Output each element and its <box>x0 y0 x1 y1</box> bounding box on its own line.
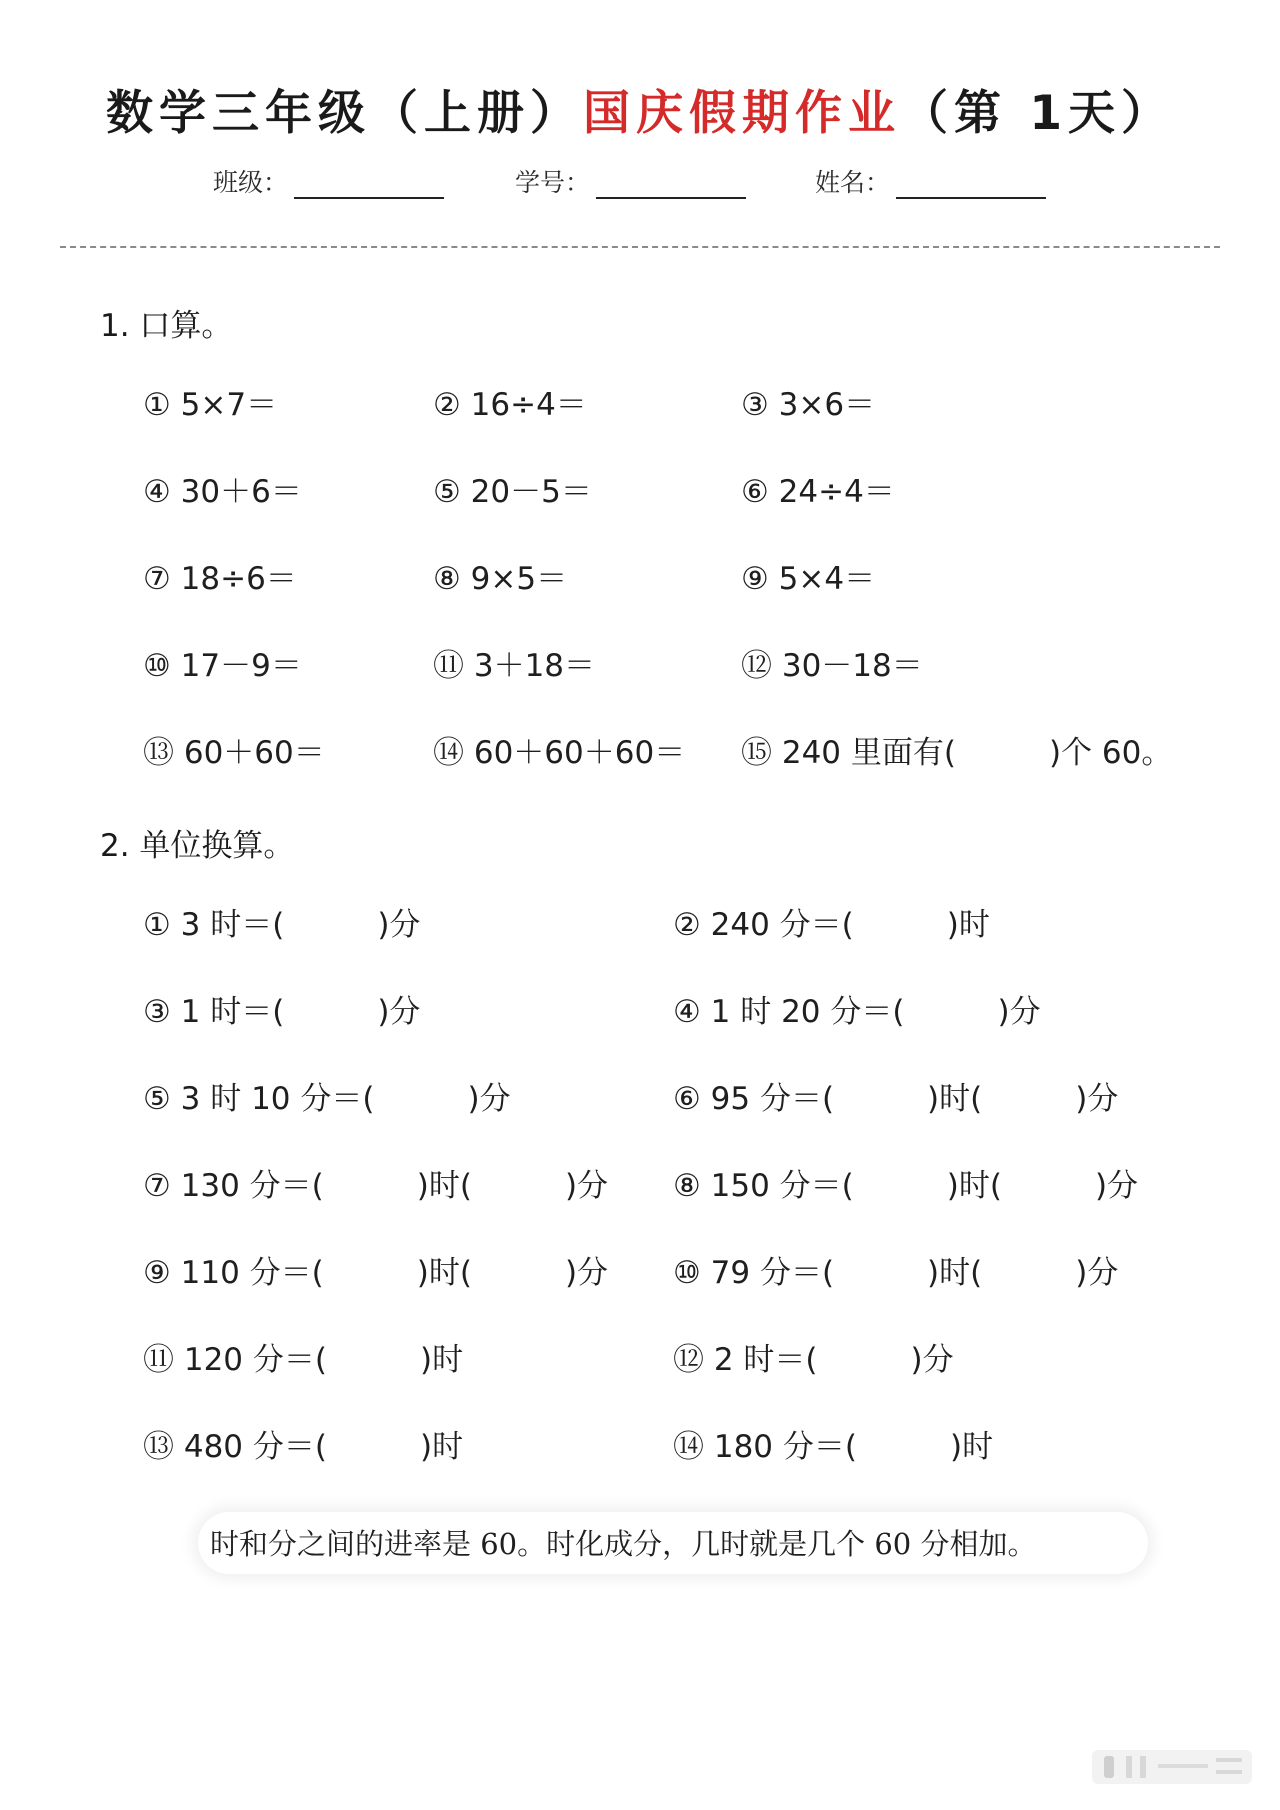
unit-item-8: ⑧ 150 分＝( )时( )分 <box>673 1168 1139 1204</box>
oral-item-9: ⑨ 5×4＝ <box>741 561 876 597</box>
class-label: 班级： <box>213 168 289 197</box>
unit-item-6: ⑥ 95 分＝( )时( )分 <box>673 1081 1119 1117</box>
unit-item-14: ⑭ 180 分＝( )时 <box>673 1429 994 1465</box>
oral-item-7: ⑦ 18÷6＝ <box>143 561 297 597</box>
class-blank[interactable] <box>294 167 444 199</box>
oral-item-3: ③ 3×6＝ <box>741 387 876 423</box>
student-number-label: 学号： <box>515 168 591 197</box>
oral-item-2: ② 16÷4＝ <box>433 387 587 423</box>
title-part-1: 数学三年级（上册） <box>105 86 583 141</box>
oral-item-15: ⑮ 240 里面有( )个 60。 <box>741 735 1173 771</box>
oral-item-1: ① 5×7＝ <box>143 387 278 423</box>
student-info-row <box>0 163 1280 203</box>
oral-item-4: ④ 30＋6＝ <box>143 474 302 510</box>
oral-item-5: ⑤ 20－5＝ <box>433 474 592 510</box>
student-number-field <box>515 163 746 199</box>
title-highlight: 国庆假期作业 <box>582 86 901 141</box>
oral-item-12: ⑫ 30－18＝ <box>741 648 923 684</box>
section-2-title: 2. 单位换算。 <box>100 828 295 864</box>
student-number-blank[interactable] <box>596 167 746 199</box>
oral-item-8: ⑧ 9×5＝ <box>433 561 568 597</box>
oral-item-6: ⑥ 24÷4＝ <box>741 474 895 510</box>
section-1-title: 1. 口算。 <box>100 308 233 344</box>
name-field <box>815 163 1046 199</box>
unit-item-5: ⑤ 3 时 10 分＝( )分 <box>143 1081 511 1117</box>
dashed-divider <box>60 246 1220 248</box>
worksheet-title <box>0 82 1280 146</box>
oral-item-14: ⑭ 60＋60＋60＝ <box>433 735 686 771</box>
name-label: 姓名： <box>815 168 891 197</box>
unit-item-13: ⑬ 480 分＝( )时 <box>143 1429 464 1465</box>
unit-item-12: ⑫ 2 时＝( )分 <box>673 1342 954 1378</box>
oral-item-11: ⑪ 3＋18＝ <box>433 648 596 684</box>
unit-item-4: ④ 1 时 20 分＝( )分 <box>673 994 1041 1030</box>
tip-text: 时和分之间的进率是 60。时化成分，几时就是几个 60 分相加。 <box>210 1527 1037 1561</box>
class-field <box>213 163 444 199</box>
unit-item-1: ① 3 时＝( )分 <box>143 907 421 943</box>
unit-item-7: ⑦ 130 分＝( )时( )分 <box>143 1168 609 1204</box>
unit-item-2: ② 240 分＝( )时 <box>673 907 990 943</box>
watermark-icon <box>1092 1750 1252 1784</box>
unit-item-3: ③ 1 时＝( )分 <box>143 994 421 1030</box>
oral-item-10: ⑩ 17－9＝ <box>143 648 302 684</box>
unit-item-10: ⑩ 79 分＝( )时( )分 <box>673 1255 1119 1291</box>
unit-item-9: ⑨ 110 分＝( )时( )分 <box>143 1255 609 1291</box>
oral-item-13: ⑬ 60＋60＝ <box>143 735 325 771</box>
unit-item-11: ⑪ 120 分＝( )时 <box>143 1342 464 1378</box>
name-blank[interactable] <box>896 167 1046 199</box>
title-part-2: （第 1天） <box>900 86 1175 141</box>
